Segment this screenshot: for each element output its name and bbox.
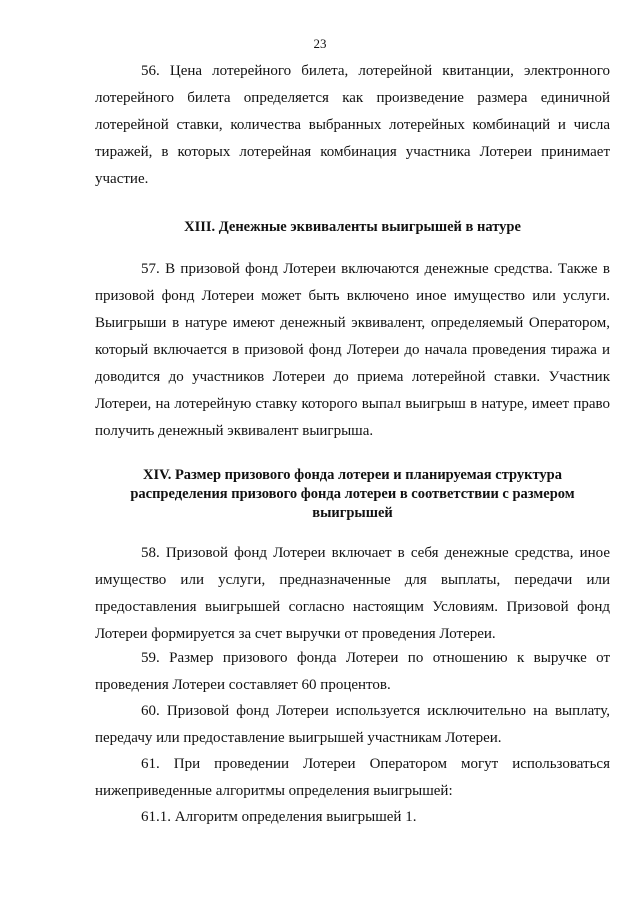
paragraph-61: 61. При проведении Лотереи Оператором могут использоваться нижеприведенные алгоритмы определения выигрышей: <box>95 756 610 799</box>
page-number: 23 <box>313 36 327 51</box>
paragraph-56: 56. Цена лотерейного билета, лотерейной квитанции, электронного лотерейного билета определяется как произведение размера единичной лотерейной ставки, количества выбранных лотерейных комбинаций и числа тиражей, в которых лотерейная комбинация участника Лотереи принимает участие. <box>95 63 610 187</box>
heading-line: выигрышей <box>312 505 393 521</box>
paragraph-59: 59. Размер призового фонда Лотереи по отношению к выручке от проведения Лотереи составляет 60 процентов. <box>95 650 610 693</box>
paragraph-60: 60. Призовой фонд Лотереи используется исключительно на выплату, передачу или предоставление выигрышей участникам Лотереи. <box>95 703 610 746</box>
section-heading-xiii: XIII. Денежные эквиваленты выигрышей в натуре <box>184 219 521 235</box>
paragraph-58: 58. Призовой фонд Лотереи включает в себя денежные средства, иное имущество или услуги, предназначенные для выплаты, передачи или предоставления выигрышей согласно настоящим Условиям. Призовой фонд Лотереи формируется за счет выручки от проведения Лотереи. <box>95 545 610 642</box>
section-heading-xiv <box>95 466 610 523</box>
paragraph-57: 57. В призовой фонд Лотереи включаются денежные средства. Также в призовой фонд Лотереи может быть включено иное имущество или услуги. Выигрыши в натуре имеют денежный эквивалент, определяемый Оператором, который включается в призовой фонд Лотереи до начала проведения тиража и доводится до участников Лотереи до приема лотерейной ставки. Участник Лотереи, на лотерейную ставку которого выпал выигрыш в натуре, имеет право получить денежный эквивалент выигрыша. <box>95 261 610 439</box>
heading-line: распределения призового фонда лотереи в соответствии с размером <box>130 486 575 502</box>
paragraph-61-1: 61.1. Алгоритм определения выигрышей 1. <box>141 809 417 825</box>
heading-line: XIV. Размер призового фонда лотереи и планируемая структура <box>142 467 562 483</box>
